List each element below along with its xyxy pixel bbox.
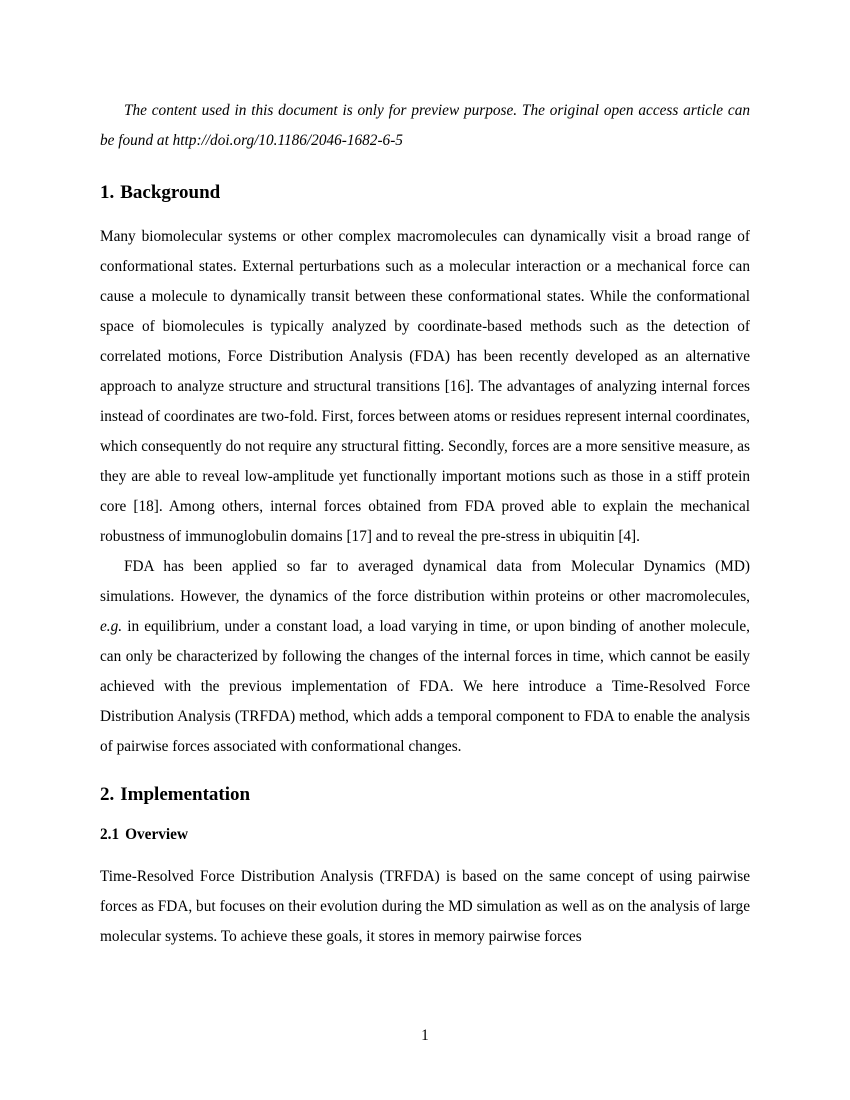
background-paragraph-1: Many biomolecular systems or other complex macromolecules can dynamically visit a broad range of conformational states. External perturbations such as a molecular interaction or a mechanical force can cause a molecule to dynamically transit between these conformational states. While the conformational space of biomolecules is typically analyzed by coordinate-based methods such as the detection of correlated motions, Force Distribution Analysis (FDA) has been recently developed as an alternative approach to analyze structure and structural transitions [16]. The advantages of analyzing internal forces instead of coordinates are two-fold. First, forces between atoms or residues represent internal coordinates, which consequently do not require any structural fitting. Secondly, forces are a more sensitive measure, as they are able to reveal low-amplitude yet functionally important motions such as those in a stiff protein core [18]. Among others, internal forces obtained from FDA proved able to explain the mechanical robustness of immunoglobulin domains [17] and to reveal the pre-stress in ubiquitin [4]. xyxy=(100,228,750,545)
paragraph-text: FDA has been applied so far to averaged dynamical data from Molecular Dynamics (MD) simulations. However, the dynamics of the force distribution within proteins or other macromolecules, xyxy=(100,558,750,605)
preview-notice: The content used in this document is only for preview purpose. The original open access article can be found at http://doi.org/10.1186/2046-1682-6-5 xyxy=(100,102,750,149)
section-title: Background xyxy=(120,182,221,203)
subsection-number: 2.1 xyxy=(100,826,120,843)
subsection-title: Overview xyxy=(125,826,188,843)
emphasis-eg: e.g. xyxy=(100,618,123,635)
section-number: 2. xyxy=(100,784,115,805)
section-title: Implementation xyxy=(120,784,251,805)
overview-paragraph: Time-Resolved Force Distribution Analysis (TRFDA) is based on the same concept of using pairwise forces as FDA, but focuses on their evolution during the MD simulation as well as on the analysis of large molecular systems. To achieve these goals, it stores in memory pairwise forces xyxy=(100,868,750,945)
section-heading-background xyxy=(100,178,750,208)
paragraph-text: in equilibrium, under a constant load, a load varying in time, or upon binding of another molecule, can only be characterized by following the changes of the internal forces in time, which cannot be easily achieved with the previous implementation of FDA. We here introduce a Time-Resolved Force Distribution Analysis (TRFDA) method, which adds a temporal component to FDA to enable the analysis of pairwise forces associated with conformational changes. xyxy=(100,618,750,755)
background-paragraph-2 xyxy=(100,552,750,762)
section-number: 1. xyxy=(100,182,115,203)
subsection-heading-overview xyxy=(100,820,750,850)
document-page xyxy=(100,96,750,952)
section-heading-implementation xyxy=(100,780,750,810)
page-number: 1 xyxy=(421,1027,429,1044)
